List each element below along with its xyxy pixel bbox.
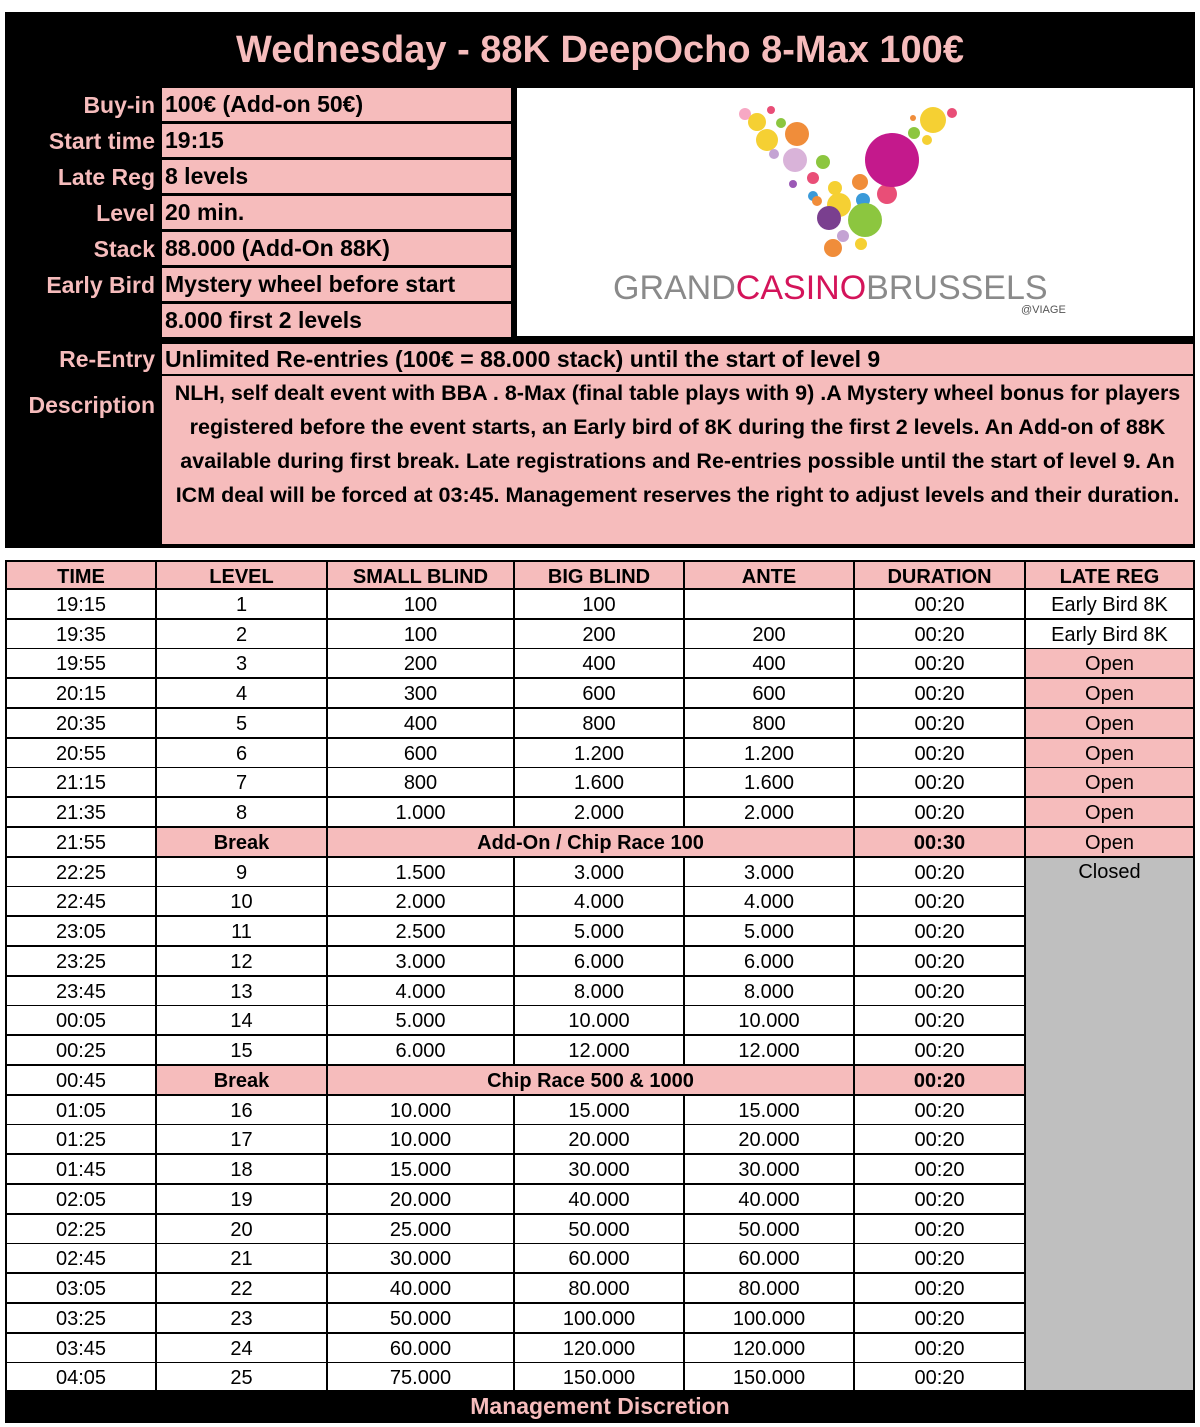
row-level: 13 (157, 977, 326, 1005)
stack-label: Stack (93, 236, 155, 262)
row-level: 1 (157, 590, 326, 618)
row-level: 21 (157, 1244, 326, 1272)
row-time: 03:25 (7, 1304, 155, 1332)
row-level: 10 (157, 887, 326, 915)
header-time: TIME (7, 562, 155, 588)
row-small-blind: 100 (328, 590, 513, 618)
logo-brussels: BRUSSELS (866, 269, 1048, 307)
row-ante: 50.000 (685, 1215, 853, 1243)
row-big-blind: 1.200 (515, 739, 683, 767)
row-time: 21:15 (7, 768, 155, 796)
row-level: 14 (157, 1006, 326, 1034)
header-big-blind: BIG BLIND (515, 562, 683, 588)
row-time: 19:55 (7, 649, 155, 677)
row-big-blind: 4.000 (515, 887, 683, 915)
row-small-blind: 60.000 (328, 1334, 513, 1362)
row-duration: 00:20 (855, 1185, 1024, 1213)
casino-logo (517, 88, 1193, 336)
row-big-blind: 5.000 (515, 917, 683, 945)
header-duration: DURATION (855, 562, 1024, 588)
row-big-blind: 1.600 (515, 768, 683, 796)
level-value: 20 min. (162, 196, 511, 229)
row-time: 01:45 (7, 1155, 155, 1183)
row-small-blind: 400 (328, 709, 513, 737)
row-small-blind: 20.000 (328, 1185, 513, 1213)
row-level: 12 (157, 947, 326, 975)
row-ante: 100.000 (685, 1304, 853, 1332)
row-late-reg: Open (1026, 828, 1193, 856)
row-small-blind: 25.000 (328, 1215, 513, 1243)
early-bird-value-2: 8.000 first 2 levels (162, 304, 511, 337)
row-small-blind: 1.000 (328, 798, 513, 826)
row-level: 20 (157, 1215, 326, 1243)
row-big-blind: 120.000 (515, 1334, 683, 1362)
row-ante: 6.000 (685, 947, 853, 975)
row-duration: 00:20 (855, 1363, 1024, 1391)
footer-management-discretion: Management Discretion (5, 1390, 1195, 1423)
row-duration: 00:20 (855, 977, 1024, 1005)
row-time: 20:15 (7, 679, 155, 707)
stack-value: 88.000 (Add-On 88K) (162, 232, 511, 265)
late-reg-label: Late Reg (57, 164, 155, 190)
row-level: 11 (157, 917, 326, 945)
row-late-reg: Open (1026, 679, 1193, 707)
row-duration: 00:20 (855, 768, 1024, 796)
row-break-note: Add-On / Chip Race 100 (328, 828, 853, 856)
row-duration: 00:20 (855, 1066, 1024, 1094)
row-ante (685, 590, 853, 618)
row-time: 22:45 (7, 887, 155, 915)
row-time: 19:15 (7, 590, 155, 618)
row-ante: 10.000 (685, 1006, 853, 1034)
row-ante: 400 (685, 649, 853, 677)
row-duration: 00:20 (855, 709, 1024, 737)
row-level: 15 (157, 1036, 326, 1064)
tournament-info (5, 88, 1195, 548)
row-time: 21:35 (7, 798, 155, 826)
row-duration: 00:20 (855, 947, 1024, 975)
row-ante: 800 (685, 709, 853, 737)
row-time: 01:05 (7, 1096, 155, 1124)
row-small-blind: 50.000 (328, 1304, 513, 1332)
row-time: 02:25 (7, 1215, 155, 1243)
row-ante: 3.000 (685, 858, 853, 886)
header-small-blind: SMALL BLIND (328, 562, 513, 588)
re-entry-label: Re-Entry (59, 346, 155, 372)
row-duration: 00:20 (855, 679, 1024, 707)
row-small-blind: 75.000 (328, 1363, 513, 1391)
row-big-blind: 30.000 (515, 1155, 683, 1183)
row-big-blind: 600 (515, 679, 683, 707)
row-level: 9 (157, 858, 326, 886)
row-ante: 1.600 (685, 768, 853, 796)
row-big-blind: 200 (515, 620, 683, 648)
row-level: 5 (157, 709, 326, 737)
row-late-reg: Open (1026, 709, 1193, 737)
row-time: 00:25 (7, 1036, 155, 1064)
row-level: 17 (157, 1125, 326, 1153)
buyin-label: Buy-in (83, 92, 155, 118)
row-break-label: Break (157, 1066, 326, 1094)
logo-wordmark (613, 268, 1083, 308)
row-small-blind: 800 (328, 768, 513, 796)
row-level: 22 (157, 1274, 326, 1302)
row-duration: 00:20 (855, 1125, 1024, 1153)
row-duration: 00:20 (855, 858, 1024, 886)
row-big-blind: 15.000 (515, 1096, 683, 1124)
row-ante: 1.200 (685, 739, 853, 767)
row-ante: 200 (685, 620, 853, 648)
early-bird-label: Early Bird (46, 272, 155, 298)
row-time: 22:25 (7, 858, 155, 886)
row-duration: 00:20 (855, 1334, 1024, 1362)
row-duration: 00:20 (855, 590, 1024, 618)
buyin-value: 100€ (Add-on 50€) (162, 88, 511, 121)
row-level: 4 (157, 679, 326, 707)
row-time: 19:35 (7, 620, 155, 648)
row-duration: 00:20 (855, 739, 1024, 767)
row-small-blind: 40.000 (328, 1274, 513, 1302)
row-ante: 30.000 (685, 1155, 853, 1183)
row-big-blind: 10.000 (515, 1006, 683, 1034)
row-duration: 00:20 (855, 1215, 1024, 1243)
row-duration: 00:20 (855, 1155, 1024, 1183)
description-value: NLH, self dealt event with BBA . 8-Max (final table plays with 9) .A Mystery wheel bonus for players registered before the event starts, an Early bird of 8K during the first 2 levels. An Add-on of 88K available during first break. Late registrations and Re-entries possible until the start of level 9. An ICM deal will be forced at 03:45. Management reserves the right to adjust levels and their duration. (162, 376, 1193, 544)
late-reg-value: 8 levels (162, 160, 511, 193)
row-big-blind: 6.000 (515, 947, 683, 975)
row-small-blind: 200 (328, 649, 513, 677)
row-level: 16 (157, 1096, 326, 1124)
row-small-blind: 2.500 (328, 917, 513, 945)
row-big-blind: 100.000 (515, 1304, 683, 1332)
row-big-blind: 800 (515, 709, 683, 737)
row-level: 2 (157, 620, 326, 648)
late-reg-closed-block: Closed (1026, 858, 1193, 1391)
row-duration: 00:20 (855, 798, 1024, 826)
row-time: 04:05 (7, 1363, 155, 1391)
row-level: 23 (157, 1304, 326, 1332)
row-ante: 150.000 (685, 1363, 853, 1391)
row-level: 18 (157, 1155, 326, 1183)
row-small-blind: 5.000 (328, 1006, 513, 1034)
row-small-blind: 1.500 (328, 858, 513, 886)
row-time: 02:05 (7, 1185, 155, 1213)
row-level: 7 (157, 768, 326, 796)
level-label: Level (96, 200, 155, 226)
row-ante: 600 (685, 679, 853, 707)
row-small-blind: 300 (328, 679, 513, 707)
row-time: 20:55 (7, 739, 155, 767)
row-big-blind: 150.000 (515, 1363, 683, 1391)
row-time: 03:45 (7, 1334, 155, 1362)
row-level: 3 (157, 649, 326, 677)
description-label: Description (28, 392, 155, 418)
row-time: 21:55 (7, 828, 155, 856)
row-late-reg: Open (1026, 739, 1193, 767)
row-duration: 00:20 (855, 1096, 1024, 1124)
row-small-blind: 100 (328, 620, 513, 648)
row-level: 25 (157, 1363, 326, 1391)
header-ante: ANTE (685, 562, 853, 588)
row-ante: 8.000 (685, 977, 853, 1005)
row-big-blind: 40.000 (515, 1185, 683, 1213)
row-late-reg: Early Bird 8K (1026, 620, 1193, 648)
row-small-blind: 4.000 (328, 977, 513, 1005)
row-small-blind: 30.000 (328, 1244, 513, 1272)
row-big-blind: 3.000 (515, 858, 683, 886)
row-duration: 00:20 (855, 887, 1024, 915)
row-small-blind: 6.000 (328, 1036, 513, 1064)
row-ante: 12.000 (685, 1036, 853, 1064)
row-late-reg: Open (1026, 768, 1193, 796)
row-level: 6 (157, 739, 326, 767)
row-duration: 00:30 (855, 828, 1024, 856)
header-late-reg: LATE REG (1026, 562, 1193, 588)
row-small-blind: 600 (328, 739, 513, 767)
row-small-blind: 2.000 (328, 887, 513, 915)
row-duration: 00:20 (855, 917, 1024, 945)
header-level: LEVEL (157, 562, 326, 588)
blinds-table (5, 560, 1195, 1390)
row-ante: 120.000 (685, 1334, 853, 1362)
row-level: 19 (157, 1185, 326, 1213)
early-bird-value: Mystery wheel before start (162, 268, 511, 301)
row-time: 00:45 (7, 1066, 155, 1094)
row-time: 03:05 (7, 1274, 155, 1302)
row-duration: 00:20 (855, 1304, 1024, 1332)
logo-grand: GRAND (613, 269, 736, 307)
row-duration: 00:20 (855, 1036, 1024, 1064)
row-big-blind: 60.000 (515, 1244, 683, 1272)
start-time-label: Start time (48, 128, 155, 154)
row-level: 24 (157, 1334, 326, 1362)
row-time: 23:25 (7, 947, 155, 975)
row-ante: 4.000 (685, 887, 853, 915)
re-entry-value: Unlimited Re-entries (100€ = 88.000 stack) until the start of level 9 (162, 344, 1193, 374)
row-small-blind: 10.000 (328, 1125, 513, 1153)
row-time: 01:25 (7, 1125, 155, 1153)
logo-sub: @VIAGE (1021, 304, 1066, 316)
row-big-blind: 20.000 (515, 1125, 683, 1153)
row-duration: 00:20 (855, 1006, 1024, 1034)
row-ante: 80.000 (685, 1274, 853, 1302)
row-duration: 00:20 (855, 620, 1024, 648)
row-small-blind: 3.000 (328, 947, 513, 975)
row-big-blind: 8.000 (515, 977, 683, 1005)
row-big-blind: 12.000 (515, 1036, 683, 1064)
row-duration: 00:20 (855, 1274, 1024, 1302)
row-ante: 40.000 (685, 1185, 853, 1213)
row-big-blind: 80.000 (515, 1274, 683, 1302)
row-ante: 2.000 (685, 798, 853, 826)
row-late-reg: Early Bird 8K (1026, 590, 1193, 618)
row-time: 23:05 (7, 917, 155, 945)
row-late-reg: Open (1026, 798, 1193, 826)
start-time-value: 19:15 (162, 124, 511, 157)
page-title: Wednesday - 88K DeepOcho 8-Max 100€ (5, 12, 1195, 88)
row-level: 8 (157, 798, 326, 826)
row-big-blind: 50.000 (515, 1215, 683, 1243)
row-time: 02:45 (7, 1244, 155, 1272)
row-break-note: Chip Race 500 & 1000 (328, 1066, 853, 1094)
row-ante: 5.000 (685, 917, 853, 945)
row-big-blind: 400 (515, 649, 683, 677)
row-small-blind: 10.000 (328, 1096, 513, 1124)
row-big-blind: 2.000 (515, 798, 683, 826)
logo-casino: CASINO (735, 269, 867, 307)
row-big-blind: 100 (515, 590, 683, 618)
row-ante: 60.000 (685, 1244, 853, 1272)
row-duration: 00:20 (855, 1244, 1024, 1272)
row-late-reg: Open (1026, 649, 1193, 677)
row-time: 20:35 (7, 709, 155, 737)
row-duration: 00:20 (855, 649, 1024, 677)
row-ante: 20.000 (685, 1125, 853, 1153)
row-break-label: Break (157, 828, 326, 856)
row-time: 00:05 (7, 1006, 155, 1034)
row-time: 23:45 (7, 977, 155, 1005)
row-small-blind: 15.000 (328, 1155, 513, 1183)
row-ante: 15.000 (685, 1096, 853, 1124)
